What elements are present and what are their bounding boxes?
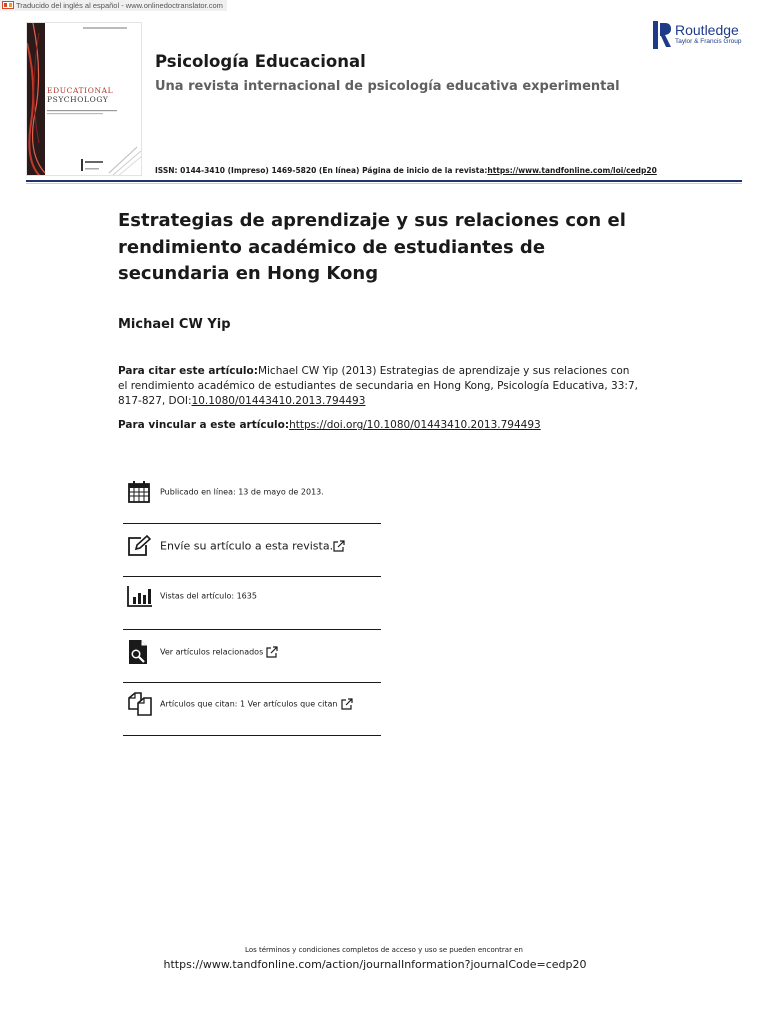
citation-block: [118, 364, 638, 410]
citing-articles-row[interactable]: [123, 678, 381, 730]
translator-icon: [2, 1, 14, 9]
related-articles-row[interactable]: [123, 626, 381, 678]
article-link-label: Para vincular a este artículo:: [118, 419, 290, 431]
published-online-row: [123, 466, 381, 518]
issn-text: ISSN: 0144-3410 (Impreso) 1469-5820 (En línea) Página de inicio de la revista:: [155, 166, 488, 175]
edit-icon: [127, 535, 151, 557]
citing-articles-icon: [127, 692, 153, 716]
external-link-icon[interactable]: [333, 540, 345, 552]
footer-terms-note: Los términos y condiciones completos de acceso y uso se pueden encontrar en: [245, 946, 523, 954]
journal-homepage-link[interactable]: https://www.tandfonline.com/loi/cedp20: [487, 166, 657, 175]
published-online-text: Publicado en línea: 13 de mayo de 2013.: [160, 487, 324, 497]
external-link-icon[interactable]: [341, 698, 353, 710]
bar-chart-icon: [127, 585, 153, 607]
issn-line: [155, 166, 657, 175]
external-link-icon[interactable]: [266, 646, 278, 658]
citation-doi-link[interactable]: 10.1080/01443410.2013.794493: [191, 395, 366, 408]
article-doi-link[interactable]: https://doi.org/10.1080/01443410.2013.794493: [289, 419, 541, 431]
article-link-block: [118, 418, 638, 433]
related-articles-text[interactable]: Ver artículos relacionados: [160, 647, 264, 657]
journal-cover-image: [26, 22, 142, 176]
translator-banner-text: Traducido del inglés al español - www.onlinedoctranslator.com: [16, 1, 223, 10]
cover-title-line1: EDUCATIONAL: [47, 86, 114, 95]
citation-label: Para citar este artículo:: [118, 365, 258, 377]
article-author: Michael CW Yip: [118, 317, 231, 332]
publisher-group: Taylor & Francis Group: [675, 38, 742, 45]
article-title: Estrategias de aprendizaje y sus relaciones con el rendimiento académico de estudiantes de secundaria en Hong Kong: [118, 210, 626, 284]
citing-articles-text[interactable]: Artículos que citan: 1 Ver artículos que citan: [160, 699, 338, 709]
journal-title: Psicología Educacional: [155, 52, 366, 71]
header-divider: [26, 180, 742, 182]
article-views-text: Vistas del artículo: 1635: [160, 591, 257, 601]
header-divider-thin: [26, 183, 742, 184]
citation-text: Michael CW Yip (2013) Estrategias de aprendizaje y sus relaciones con el rendimiento académico de estudiantes de secundaria en Hong Kong, Psicología Educativa, 33:7, 817-827, DOI:: [118, 365, 638, 408]
document-search-icon: [127, 639, 149, 665]
submit-article-row[interactable]: [123, 520, 381, 572]
publisher-logo: [653, 21, 748, 49]
footer-terms-url[interactable]: https://www.tandfonline.com/action/journalInformation?journalCode=cedp20: [163, 958, 587, 971]
routledge-logo-icon: [653, 21, 671, 49]
article-views-row: [123, 570, 381, 622]
submit-article-text[interactable]: Envíe su artículo a esta revista.: [160, 539, 334, 553]
info-divider: [123, 735, 381, 736]
cover-title-line2: PSYCHOLOGY: [47, 95, 109, 104]
journal-subtitle: Una revista internacional de psicología educativa experimental: [155, 79, 620, 94]
calendar-icon: [127, 480, 151, 504]
translator-banner[interactable]: [0, 0, 227, 11]
publisher-name: Routledge: [675, 22, 739, 38]
